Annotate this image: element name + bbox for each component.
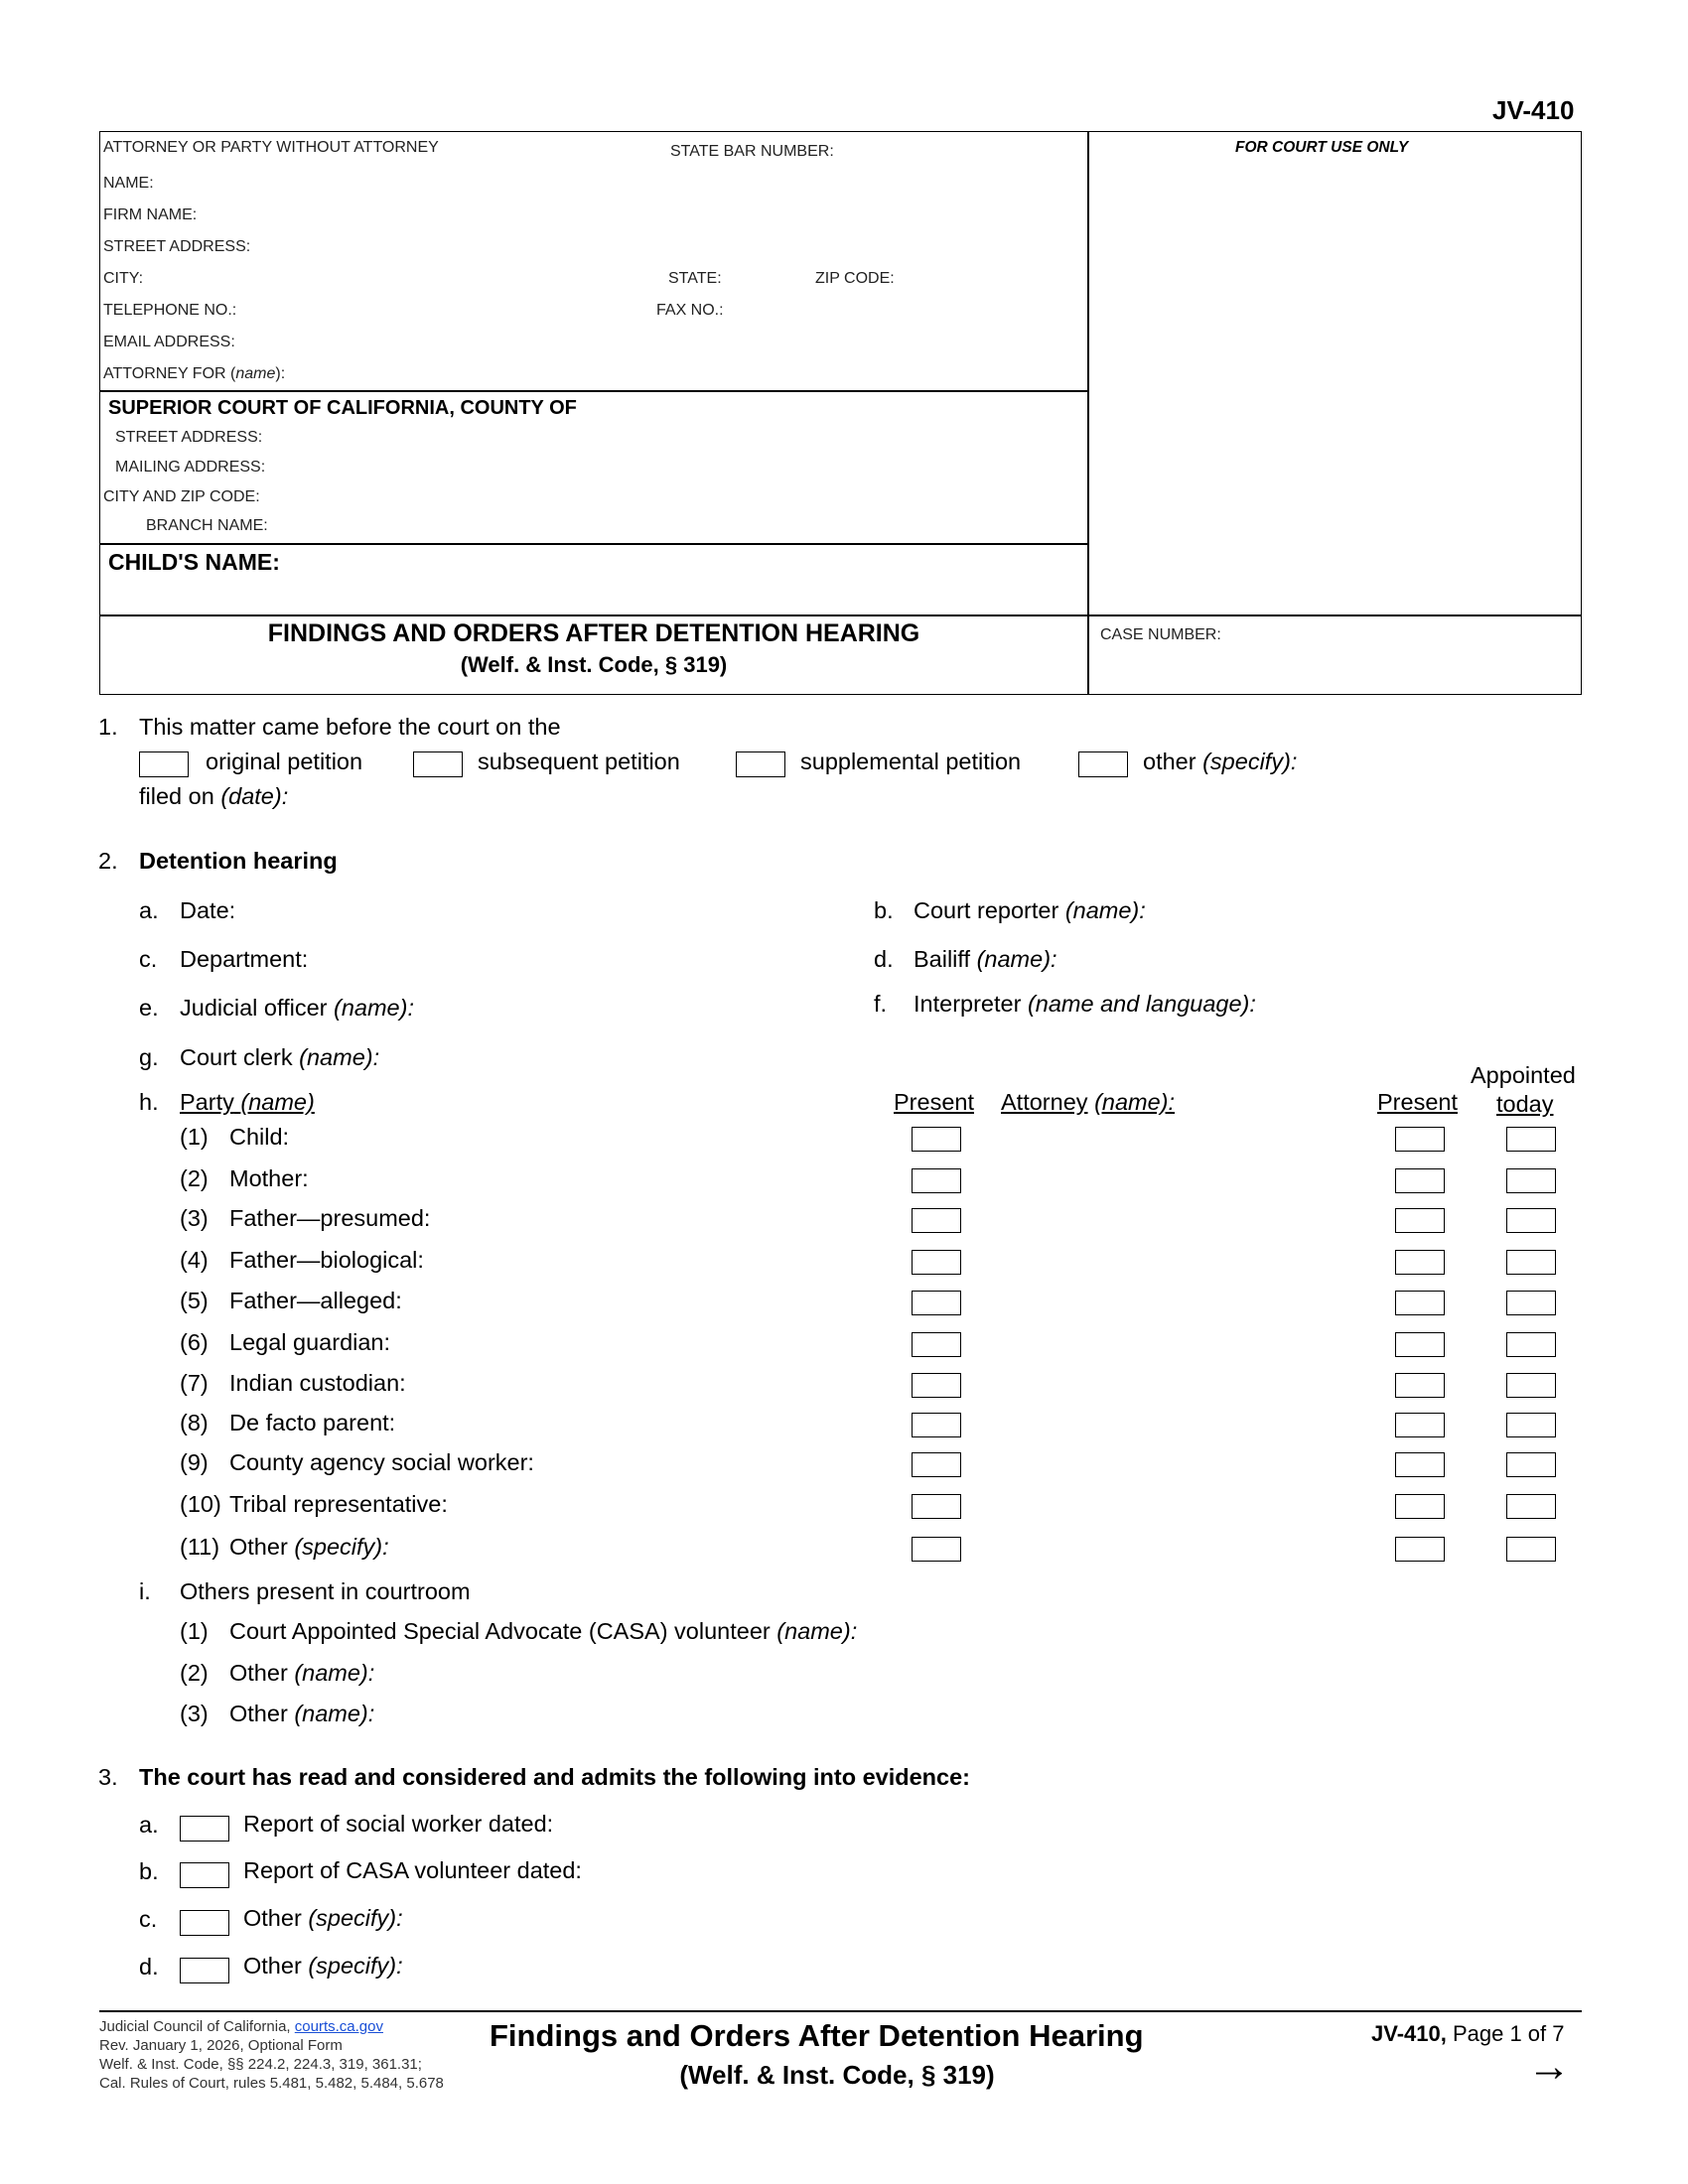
appointed-today-checkbox[interactable]: [1506, 1373, 1556, 1398]
state-label: STATE:: [668, 270, 722, 287]
other-petition-checkbox[interactable]: [1078, 751, 1128, 777]
attorney-present-checkbox[interactable]: [1395, 1537, 1445, 1562]
original-petition-checkbox[interactable]: [139, 751, 189, 777]
form-subtitle: (Welf. & Inst. Code, § 319): [460, 652, 728, 677]
item3-number: 3.: [98, 1764, 118, 1790]
party-present-checkbox[interactable]: [912, 1332, 961, 1357]
social-worker-report-checkbox[interactable]: [180, 1816, 229, 1842]
party-row-label: Father—alleged:: [229, 1288, 402, 1313]
party-row-label: Legal guardian:: [229, 1329, 391, 1355]
supplemental-petition-label: supplemental petition: [800, 749, 1022, 774]
attorney-present-checkbox[interactable]: [1395, 1413, 1445, 1437]
party-present-checkbox[interactable]: [912, 1537, 961, 1562]
subsequent-petition-checkbox[interactable]: [413, 751, 463, 777]
party-present-checkbox[interactable]: [912, 1250, 961, 1275]
caption-vertical-divider: [1087, 131, 1089, 695]
firm-name-label: FIRM NAME:: [103, 206, 198, 223]
party-row-label: County agency social worker:: [229, 1449, 534, 1475]
item2a-label: Date:: [180, 897, 236, 923]
other-evidence-2-label: Other (specify):: [243, 1953, 403, 1979]
appointed-today-checkbox[interactable]: [1506, 1332, 1556, 1357]
item3c-letter: c.: [139, 1906, 158, 1932]
party-present-checkbox[interactable]: [912, 1208, 961, 1233]
party-row-number: (3): [180, 1205, 209, 1231]
attorney-present-checkbox[interactable]: [1395, 1168, 1445, 1193]
footer-page-info: JV-410, Page 1 of 7: [1371, 2021, 1565, 2046]
supplemental-petition-checkbox[interactable]: [736, 751, 785, 777]
case-number-label: CASE NUMBER:: [1100, 626, 1221, 643]
other-present-1-number: (2): [180, 1660, 209, 1686]
party-row-label: Father—biological:: [229, 1247, 424, 1273]
item2i-heading: Others present in courtroom: [180, 1578, 471, 1604]
item2a-letter: a.: [139, 897, 159, 923]
court-cityzip-label: CITY AND ZIP CODE:: [103, 488, 260, 505]
court-use-only: FOR COURT USE ONLY: [1235, 139, 1409, 156]
attorney-present-checkbox[interactable]: [1395, 1250, 1445, 1275]
item2d-label: Bailiff (name):: [914, 946, 1057, 972]
other-evidence-1-checkbox[interactable]: [180, 1910, 229, 1936]
caption-divider-1: [99, 390, 1088, 392]
party-row-number: (4): [180, 1247, 209, 1273]
appointed-header: Appointed: [1471, 1062, 1576, 1088]
footer-rules: Cal. Rules of Court, rules 5.481, 5.482, 5.484, 5.678: [99, 2075, 444, 2092]
caption-divider-3: [99, 614, 1582, 616]
attorney-present-checkbox[interactable]: [1395, 1291, 1445, 1315]
party-header: Party (name): [180, 1089, 315, 1115]
party-row-number: (7): [180, 1370, 209, 1396]
appointed-today-checkbox[interactable]: [1506, 1250, 1556, 1275]
other-present-1-label: Other (name):: [229, 1660, 375, 1686]
footer-title: Findings and Orders After Detention Hearing: [490, 2018, 1144, 2053]
item2f-letter: f.: [874, 991, 888, 1017]
attorney-present-checkbox[interactable]: [1395, 1127, 1445, 1152]
party-row-number: (9): [180, 1449, 209, 1475]
appointed-today-checkbox[interactable]: [1506, 1208, 1556, 1233]
caption-divider-2: [99, 543, 1088, 545]
appointed-today-checkbox[interactable]: [1506, 1452, 1556, 1477]
item2e-letter: e.: [139, 995, 159, 1021]
zip-label: ZIP CODE:: [815, 270, 895, 287]
item1-number: 1.: [98, 714, 118, 740]
item2c-letter: c.: [139, 946, 158, 972]
party-row-number: (11): [180, 1534, 220, 1560]
item1-text: This matter came before the court on the: [139, 714, 561, 740]
attorney-present-checkbox[interactable]: [1395, 1452, 1445, 1477]
present-header: Present: [894, 1089, 974, 1115]
attorney-present-checkbox[interactable]: [1395, 1208, 1445, 1233]
child-name-label: CHILD'S NAME:: [108, 549, 280, 575]
courts-link[interactable]: courts.ca.gov: [294, 2018, 383, 2035]
item2c-label: Department:: [180, 946, 309, 972]
item3-heading: The court has read and considered and admits the following into evidence:: [139, 1764, 970, 1790]
party-row-number: (10): [180, 1491, 221, 1517]
other-present-2-label: Other (name):: [229, 1701, 375, 1726]
attorney-present-checkbox[interactable]: [1395, 1373, 1445, 1398]
name-label: NAME:: [103, 175, 154, 192]
attorney-present-checkbox[interactable]: [1395, 1332, 1445, 1357]
appointed-today-checkbox[interactable]: [1506, 1494, 1556, 1519]
party-row-number: (1): [180, 1124, 209, 1150]
party-row-label: Other (specify):: [229, 1534, 389, 1560]
party-row-number: (8): [180, 1410, 209, 1435]
party-row-number: (2): [180, 1165, 209, 1191]
court-mailing-label: MAILING ADDRESS:: [115, 459, 266, 476]
footer-council: Judicial Council of California, courts.ca.gov: [99, 2018, 383, 2035]
appointed-today-checkbox[interactable]: [1506, 1291, 1556, 1315]
item3b-letter: b.: [139, 1858, 159, 1884]
telephone-label: TELEPHONE NO.:: [103, 302, 237, 319]
item2f-label: Interpreter (name and language):: [914, 991, 1256, 1017]
party-row-label: Father—presumed:: [229, 1205, 431, 1231]
item2g-letter: g.: [139, 1044, 159, 1070]
attorney-header: ATTORNEY OR PARTY WITHOUT ATTORNEY: [103, 139, 439, 156]
party-row-label: Mother:: [229, 1165, 309, 1191]
next-page-arrow-icon[interactable]: →: [1527, 2042, 1571, 2091]
other-present-2-number: (3): [180, 1701, 209, 1726]
casa-number: (1): [180, 1618, 209, 1644]
item2g-label: Court clerk (name):: [180, 1044, 380, 1070]
party-row-label: De facto parent:: [229, 1410, 396, 1435]
party-row-number: (6): [180, 1329, 209, 1355]
item2h-letter: h.: [139, 1089, 159, 1115]
item2-heading: Detention hearing: [139, 848, 338, 874]
item2i-letter: i.: [139, 1578, 151, 1604]
party-present-checkbox[interactable]: [912, 1413, 961, 1437]
casa-report-label: Report of CASA volunteer dated:: [243, 1857, 582, 1883]
attorney-for-label: ATTORNEY FOR (name):: [103, 365, 286, 382]
filed-on-label: filed on (date):: [139, 783, 289, 809]
appointed-today-header: today: [1496, 1091, 1554, 1117]
item2e-label: Judicial officer (name):: [180, 995, 414, 1021]
item3d-letter: d.: [139, 1954, 159, 1979]
other-evidence-2-checkbox[interactable]: [180, 1958, 229, 1983]
appointed-today-checkbox[interactable]: [1506, 1127, 1556, 1152]
casa-label: Court Appointed Special Advocate (CASA) volunteer (name):: [229, 1618, 858, 1644]
court-street-label: STREET ADDRESS:: [115, 429, 263, 446]
original-petition-label: original petition: [206, 749, 363, 774]
appointed-today-checkbox[interactable]: [1506, 1168, 1556, 1193]
other-evidence-1-label: Other (specify):: [243, 1905, 403, 1931]
form-title: FINDINGS AND ORDERS AFTER DETENTION HEARING: [267, 619, 920, 647]
state-bar-label: STATE BAR NUMBER:: [670, 143, 834, 160]
party-row-number: (5): [180, 1288, 209, 1313]
party-present-checkbox[interactable]: [912, 1494, 961, 1519]
item2b-letter: b.: [874, 897, 894, 923]
party-present-checkbox[interactable]: [912, 1452, 961, 1477]
footer-rule: [99, 2010, 1582, 2012]
social-worker-report-label: Report of social worker dated:: [243, 1811, 554, 1837]
party-row-label: Tribal representative:: [229, 1491, 448, 1517]
party-present-checkbox[interactable]: [912, 1373, 961, 1398]
city-label: CITY:: [103, 270, 144, 287]
footer-code: Welf. & Inst. Code, §§ 224.2, 224.3, 319, 361.31;: [99, 2056, 422, 2073]
casa-report-checkbox[interactable]: [180, 1862, 229, 1888]
other-petition-label: other (specify):: [1143, 749, 1298, 774]
attorney-present-header: Present: [1377, 1089, 1458, 1115]
item2d-letter: d.: [874, 946, 894, 972]
appointed-today-checkbox[interactable]: [1506, 1537, 1556, 1562]
party-present-checkbox[interactable]: [912, 1168, 961, 1193]
subsequent-petition-label: subsequent petition: [478, 749, 680, 774]
email-label: EMAIL ADDRESS:: [103, 334, 235, 350]
attorney-header: Attorney (name):: [1001, 1089, 1176, 1115]
item2b-label: Court reporter (name):: [914, 897, 1146, 923]
fax-label: FAX NO.:: [656, 302, 724, 319]
item3a-letter: a.: [139, 1812, 159, 1838]
court-header: SUPERIOR COURT OF CALIFORNIA, COUNTY OF: [108, 397, 577, 419]
party-row-label: Child:: [229, 1124, 290, 1150]
footer-subtitle: (Welf. & Inst. Code, § 319): [679, 2060, 995, 2090]
court-branch-label: BRANCH NAME:: [146, 517, 268, 534]
appointed-today-checkbox[interactable]: [1506, 1413, 1556, 1437]
street-address-label: STREET ADDRESS:: [103, 238, 251, 255]
party-present-checkbox[interactable]: [912, 1291, 961, 1315]
item2-number: 2.: [98, 848, 118, 874]
form-id: JV-410: [1492, 95, 1575, 125]
party-present-checkbox[interactable]: [912, 1127, 961, 1152]
party-row-label: Indian custodian:: [229, 1370, 406, 1396]
attorney-present-checkbox[interactable]: [1395, 1494, 1445, 1519]
footer-rev: Rev. January 1, 2026, Optional Form: [99, 2037, 343, 2054]
